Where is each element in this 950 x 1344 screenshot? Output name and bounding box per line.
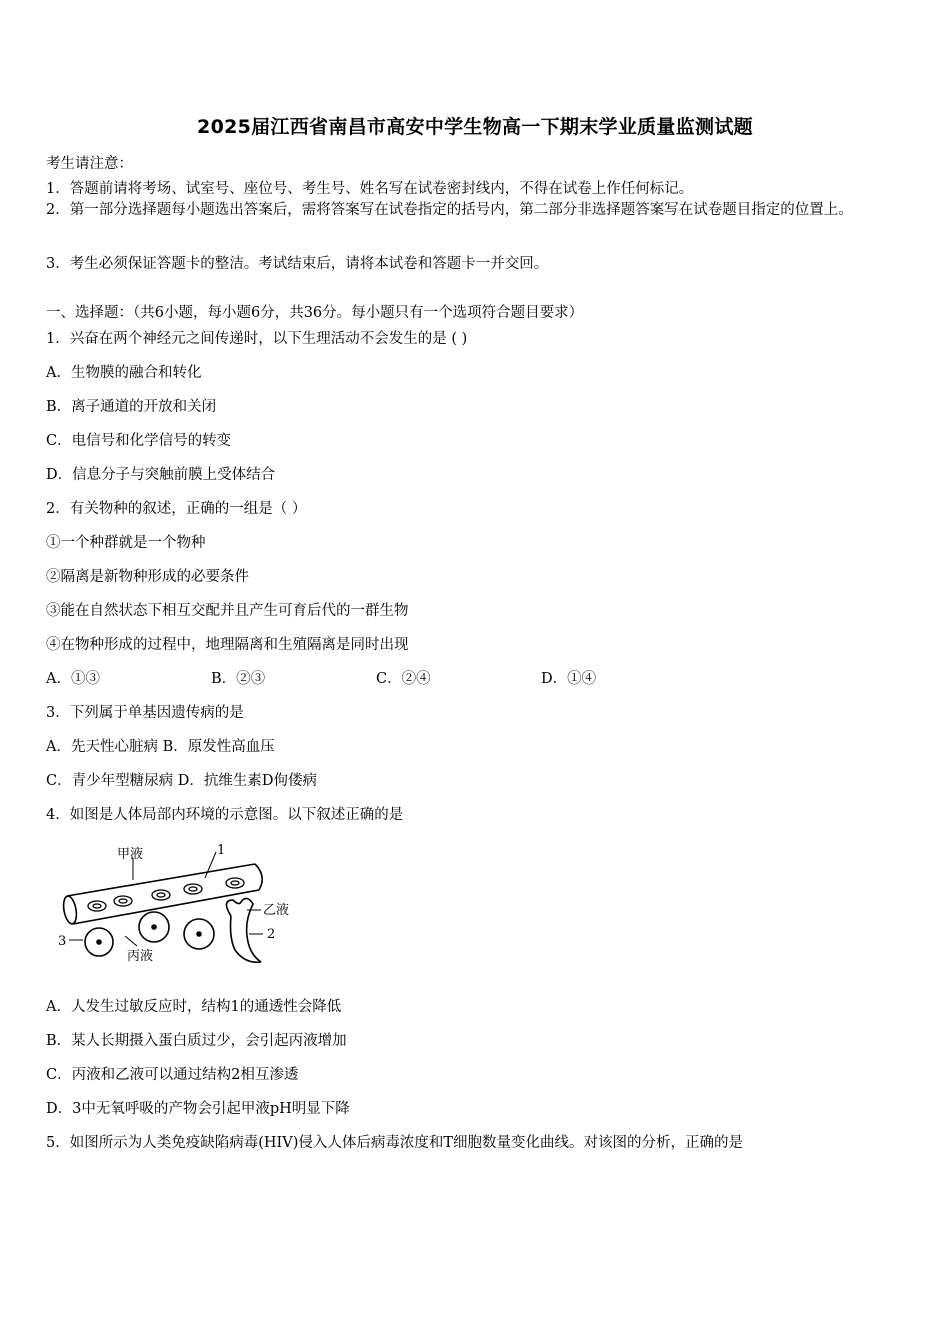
q1-stem: 1．兴奋在两个神经元之间传递时，以下生理活动不会发生的是 ( ) bbox=[46, 331, 468, 347]
q5-stem: 5．如图所示为人类免疫缺陷病毒(HIV)侵入人体后病毒浓度和T细胞数量变化曲线。对该图的分析，正确的是 bbox=[46, 1135, 744, 1151]
q1-option-b: B．离子通道的开放和关闭 bbox=[46, 399, 217, 415]
section-heading: 一、选择题：（共6小题，每小题6分，共36分。每小题只有一个选项符合题目要求） bbox=[46, 305, 584, 321]
q3-stem: 3．下列属于单基因遗传病的是 bbox=[46, 705, 244, 721]
q2-option-a: A．①③ bbox=[46, 671, 100, 687]
label-yi: 乙液 bbox=[263, 903, 290, 918]
notice-item-2: 2．第一部分选择题每小题选出答案后，需将答案写在试卷指定的括号内，第二部分非选择题答案写在试卷题目指定的位置上。 bbox=[46, 202, 853, 218]
q1-option-d: D．信息分子与突触前膜上受体结合 bbox=[46, 467, 276, 483]
q1-option-c: C．电信号和化学信号的转变 bbox=[46, 433, 232, 449]
q4-option-b: B．某人长期摄入蛋白质过少，会引起丙液增加 bbox=[46, 1033, 347, 1049]
blood-cells bbox=[88, 878, 244, 911]
q2-option-d: D．①④ bbox=[541, 671, 597, 687]
q4-option-c: C．丙液和乙液可以通过结构2相互渗透 bbox=[46, 1067, 299, 1083]
q2-option-b: B．②③ bbox=[211, 671, 266, 687]
lymphatic-vessel bbox=[226, 898, 261, 962]
q4-option-d: D．3中无氧呼吸的产物会引起甲液pH明显下降 bbox=[46, 1101, 350, 1117]
page-title: 2025届江西省南昌市高安中学生物高一下期末学业质量监测试题 bbox=[197, 116, 753, 138]
capillary-vessel bbox=[62, 864, 263, 925]
q2-statement-3: ③能在自然状态下相互交配并且产生可育后代的一群生物 bbox=[46, 603, 409, 619]
q4-figure bbox=[55, 838, 315, 973]
q2-stem: 2．有关物种的叙述，正确的一组是（ ） bbox=[46, 501, 307, 517]
q4-option-a: A．人发生过敏反应时，结构1的通透性会降低 bbox=[46, 999, 342, 1015]
label-jia: 甲液 bbox=[117, 847, 144, 862]
notice-item-1: 1．答题前请将考场、试室号、座位号、考生号、姓名写在试卷密封线内，不得在试卷上作任何标记。 bbox=[46, 181, 694, 197]
q1-option-a: A．生物膜的融合和转化 bbox=[46, 365, 202, 381]
notice-item-3: 3．考生必须保证答题卡的整洁。考试结束后，请将本试卷和答题卡一并交回。 bbox=[46, 256, 549, 272]
q3-options-row-1: A．先天性心脏病 B．原发性高血压 bbox=[46, 739, 275, 755]
label-num-1: 1 bbox=[217, 843, 226, 858]
label-bing: 丙液 bbox=[127, 949, 154, 964]
q4-stem: 4．如图是人体局部内环境的示意图。以下叙述正确的是 bbox=[46, 807, 404, 823]
q2-statement-4: ④在物种形成的过程中，地理隔离和生殖隔离是同时出现 bbox=[46, 637, 409, 653]
notice-heading: 考生请注意： bbox=[46, 156, 133, 172]
label-num-2: 2 bbox=[267, 927, 276, 942]
label-num-3: 3 bbox=[58, 934, 67, 949]
q3-options-row-2: C．青少年型糖尿病 D．抗维生素D佝偻病 bbox=[46, 773, 317, 789]
q2-statement-1: ①一个种群就是一个物种 bbox=[46, 535, 206, 551]
q2-option-c: C．②④ bbox=[376, 671, 431, 687]
q2-statement-2: ②隔离是新物种形成的必要条件 bbox=[46, 569, 249, 585]
